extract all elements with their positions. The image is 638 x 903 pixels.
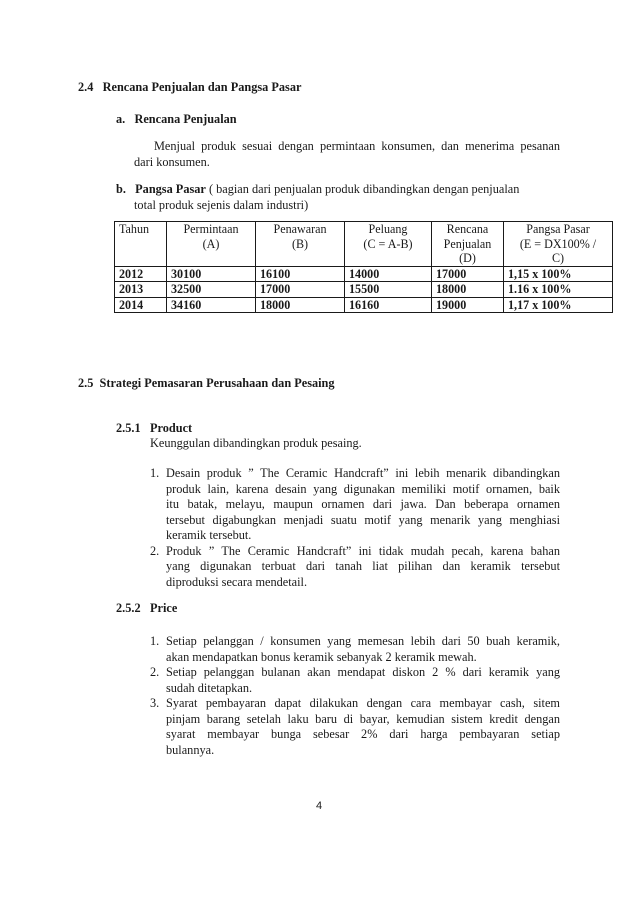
table-header-cell [167, 222, 256, 267]
subsection-title-rest: ( bagian dari penjualan produk dibandingkan dengan penjualan [205, 182, 520, 196]
subsection-line: total produk sejenis dalam industri) [134, 197, 309, 212]
table-header-row [115, 222, 613, 267]
table-row [115, 297, 613, 313]
list-item [150, 665, 560, 696]
header-line: Permintaan [183, 222, 239, 236]
list-item [150, 544, 560, 591]
subsection-title: Price [150, 601, 178, 615]
product-list [150, 466, 560, 590]
table-cell: 32500 [167, 282, 256, 298]
header-line: (E = DX100% / [519, 236, 597, 251]
table-header-cell [432, 222, 504, 267]
list-item-line: diproduksi secara mendetail. [166, 574, 308, 589]
list-item [150, 466, 560, 544]
list-item-line: itu batak, melayu, maupun ornamen dari jawa. Dan beberapa ornamen [166, 497, 560, 511]
table-cell: 17000 [256, 282, 345, 298]
section-heading-2-5 [78, 376, 335, 392]
subsection-marker: a. [116, 112, 126, 126]
table-cell: 34160 [167, 297, 256, 313]
table-header-cell [256, 222, 345, 267]
header-line: (B) [291, 236, 309, 251]
header-line: Penjualan [443, 236, 492, 251]
paragraph-line: dari konsumen. [134, 154, 210, 169]
table-cell: 2014 [115, 297, 167, 313]
subsection-title: Product [150, 421, 193, 435]
section-title: Strategi Pemasaran Perusahaan dan Pesaing [99, 376, 335, 390]
table-cell: 1.16 x 100% [504, 282, 613, 298]
list-item [150, 696, 560, 758]
table-cell: 1,17 x 100% [504, 297, 613, 313]
table-header-cell [504, 222, 613, 267]
paragraph-rencana [134, 139, 560, 170]
list-item-line: bulannya. [166, 742, 215, 757]
header-line: C) [551, 251, 565, 265]
header-line: Peluang [368, 222, 408, 236]
table-cell: 16160 [345, 297, 432, 313]
list-item [150, 634, 560, 665]
table-cell: 1,15 x 100% [504, 266, 613, 282]
table-cell: 19000 [432, 297, 504, 313]
list-item-line: syarat membayar bunga sebesar 2% dari harga pembayaran setiap [166, 727, 560, 741]
subsection-number: 2.5.2 [116, 601, 141, 615]
header-line: (C = A-B) [363, 236, 413, 251]
list-number: 1. [150, 634, 160, 648]
table-cell: 18000 [256, 297, 345, 313]
table-cell: 17000 [432, 266, 504, 282]
section-title: Rencana Penjualan dan Pangsa Pasar [102, 80, 302, 94]
page-number: 4 [315, 800, 323, 812]
list-number: 2. [150, 665, 160, 679]
header-line: Tahun [119, 222, 150, 236]
header-line: Rencana [446, 222, 489, 236]
subsection-title: Rencana Penjualan [134, 112, 237, 126]
list-item-line: Desain produk ” The Ceramic Handcraft” ini lebih menarik dibandingkan [166, 466, 560, 480]
table-cell: 2013 [115, 282, 167, 298]
subsection-marker: b. [116, 182, 126, 196]
subsection-title: Pangsa Pasar [135, 182, 206, 196]
section-number: 2.5 [78, 376, 94, 390]
market-share-table [114, 221, 613, 313]
list-item-line: yang digunakan terbuat dari tanah liat pilihan dan keramik tersebut [166, 559, 560, 573]
header-line: Pangsa Pasar [526, 222, 590, 236]
subsection-b-heading [116, 182, 576, 213]
table-cell: 15500 [345, 282, 432, 298]
table-cell: 16100 [256, 266, 345, 282]
subsection-number: 2.5.1 [116, 421, 141, 435]
table-header-cell [115, 222, 167, 267]
subsection-intro: Keunggulan dibandingkan produk pesaing. [150, 436, 362, 450]
table-cell: 30100 [167, 266, 256, 282]
list-item-line: keramik tersebut. [166, 528, 252, 542]
list-item-line: Produk ” The Ceramic Handcraft” ini tidak mudah pecah, karena bahan [166, 543, 560, 558]
list-item-line: tersebut digabungkan menjadi suatu motif yang menarik yang menghiasi [166, 512, 560, 527]
list-item-line: akan mendapatkan bonus keramik sebanyak 2 keramik mewah. [166, 649, 477, 664]
section-heading-2-4 [78, 80, 301, 96]
header-line: (D) [459, 251, 476, 265]
table-cell: 2012 [115, 266, 167, 282]
paragraph-line: Menjual produk sesuai dengan permintaan konsumen, dan menerima pesanan [154, 139, 560, 153]
list-item-line: produk lain, karena desain yang digunakan memiliki motif ornamen, baik [166, 481, 560, 496]
table-row [115, 282, 613, 298]
header-line: Penawaran [273, 222, 327, 236]
table-row [115, 266, 613, 282]
section-number: 2.4 [78, 80, 94, 94]
list-item-line: sudah ditetapkan. [166, 680, 253, 695]
header-line: (A) [202, 236, 220, 251]
price-list [150, 634, 560, 758]
list-item-line: Setiap pelanggan bulanan akan mendapat diskon 2 % dari keramik yang [166, 665, 560, 679]
table-cell: 18000 [432, 282, 504, 298]
list-item-line: Setiap pelanggan / konsumen yang memesan lebih dari 50 buah keramik, [166, 634, 560, 648]
table-cell: 14000 [345, 266, 432, 282]
list-item-line: pinjam barang setelah laku baru di bayar, kemudian sistem kredit dengan [166, 711, 560, 726]
list-item-line: Syarat pembayaran dapat dilakukan dengan cara membayar cash, sitem [166, 696, 560, 710]
list-number: 2. [150, 543, 160, 558]
subsection-a-heading [116, 112, 237, 128]
list-number: 3. [150, 696, 160, 710]
list-number: 1. [150, 466, 160, 480]
table-header-cell [345, 222, 432, 267]
